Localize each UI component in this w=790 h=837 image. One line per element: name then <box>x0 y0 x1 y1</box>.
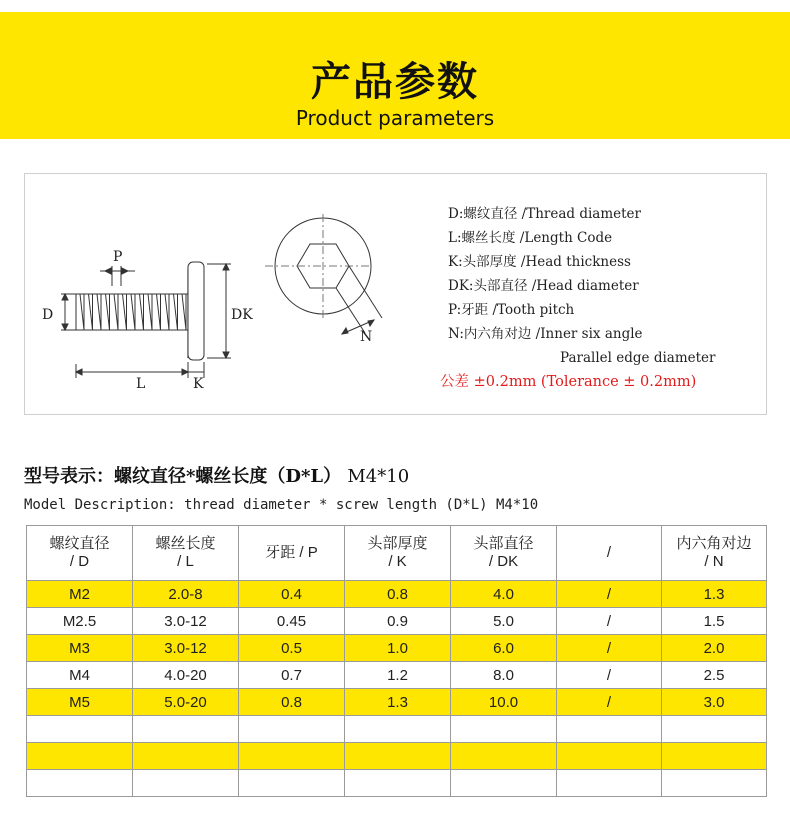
table-row <box>27 770 767 797</box>
table-cell: M4 <box>27 662 133 689</box>
table-cell: / <box>557 581 662 608</box>
table-cell <box>27 743 133 770</box>
table-cell: 4.0 <box>451 581 557 608</box>
table-cell: M2.5 <box>27 608 133 635</box>
table-cell: 1.2 <box>345 662 451 689</box>
table-cell: 0.8 <box>345 581 451 608</box>
header-text: 内六角对边 <box>676 535 752 552</box>
table-cell: 0.9 <box>345 608 451 635</box>
table-cell: 5.0-20 <box>133 689 239 716</box>
header-slash <box>557 526 662 581</box>
legend-item-k: K:头部厚度 /Head thickness <box>448 254 631 270</box>
parameters-table <box>26 525 767 797</box>
table-cell <box>451 743 557 770</box>
table-cell: 1.5 <box>662 608 767 635</box>
table-cell <box>345 770 451 797</box>
header-pitch <box>239 526 345 581</box>
header-text: / K <box>388 553 407 570</box>
legend-item-n: N:内六角对边 /Inner six angle <box>448 326 643 342</box>
table-cell: 2.0-8 <box>133 581 239 608</box>
label-d: D <box>42 307 54 323</box>
label-dk: DK <box>231 307 253 323</box>
screw-side-view <box>61 262 231 378</box>
header-head-thickness <box>345 526 451 581</box>
table-cell <box>133 716 239 743</box>
table-cell: 2.0 <box>662 635 767 662</box>
table-cell: 0.7 <box>239 662 345 689</box>
table-row <box>27 689 767 716</box>
table-cell: M2 <box>27 581 133 608</box>
table-cell <box>27 716 133 743</box>
table-cell: 2.5 <box>662 662 767 689</box>
legend-item-d: D:螺纹直径 /Thread diameter <box>448 206 642 222</box>
table-cell <box>239 743 345 770</box>
table-cell <box>451 716 557 743</box>
legend-item-n-cont: Parallel edge diameter <box>560 350 716 366</box>
table-cell: / <box>557 662 662 689</box>
table-cell <box>345 716 451 743</box>
table-cell: 0.4 <box>239 581 345 608</box>
header-text: 螺丝长度 <box>155 535 216 552</box>
header-banner <box>0 12 790 139</box>
table-cell <box>133 743 239 770</box>
legend-item-dk: DK:头部直径 /Head diameter <box>448 278 639 294</box>
table-cell <box>239 716 345 743</box>
table-header-row <box>27 526 767 581</box>
table-cell: 1.0 <box>345 635 451 662</box>
table-cell <box>662 716 767 743</box>
tolerance-note: 公差 ±0.2mm (Tolerance ± 0.2mm) <box>440 374 697 390</box>
table-cell: / <box>557 608 662 635</box>
model-description-cn <box>24 462 409 488</box>
table-cell <box>133 770 239 797</box>
table-cell: 1.3 <box>662 581 767 608</box>
label-k: K <box>193 376 204 392</box>
table-cell <box>345 743 451 770</box>
page-title: 产品参数 <box>311 59 479 105</box>
header-text: 头部厚度 <box>367 535 428 552</box>
table-cell <box>662 743 767 770</box>
table-cell: 4.0-20 <box>133 662 239 689</box>
table-cell: 3.0-12 <box>133 608 239 635</box>
table-cell <box>662 770 767 797</box>
table-row <box>27 608 767 635</box>
table-cell <box>557 716 662 743</box>
table-cell: M5 <box>27 689 133 716</box>
table-row <box>27 743 767 770</box>
header-text: / N <box>704 553 724 570</box>
model-label-cn: 型号表示：螺纹直径*螺丝长度（D*L） <box>24 466 342 487</box>
header-text: / L <box>177 553 194 570</box>
table-cell: / <box>557 689 662 716</box>
table-cell: 3.0-12 <box>133 635 239 662</box>
header-text: / DK <box>488 553 519 570</box>
label-l: L <box>136 376 146 392</box>
header-thread-diameter <box>27 526 133 581</box>
header-text: 螺纹直径 <box>49 535 110 552</box>
model-description-en: Model Description: thread diameter * screw length (D*L) M4*10 <box>24 497 539 513</box>
table-cell: M3 <box>27 635 133 662</box>
table-row <box>27 635 767 662</box>
header-text: 头部直径 <box>473 535 534 552</box>
table-cell: / <box>557 635 662 662</box>
table-cell: 1.3 <box>345 689 451 716</box>
table-cell: 0.5 <box>239 635 345 662</box>
label-p: P <box>113 249 123 265</box>
table-cell: 10.0 <box>451 689 557 716</box>
page-subtitle: Product parameters <box>295 106 495 130</box>
legend-item-l: L:螺丝长度 /Length Code <box>448 230 613 246</box>
table-cell <box>557 770 662 797</box>
table-cell: 6.0 <box>451 635 557 662</box>
table-cell: 5.0 <box>451 608 557 635</box>
table-row <box>27 716 767 743</box>
table-cell: 8.0 <box>451 662 557 689</box>
table-cell: 0.8 <box>239 689 345 716</box>
table-cell <box>557 743 662 770</box>
dimension-legend <box>440 202 716 390</box>
label-n: N <box>360 329 373 345</box>
header-text: 牙距 / P <box>265 544 318 561</box>
table-row <box>27 581 767 608</box>
header-hex-width <box>662 526 767 581</box>
table-cell: 0.45 <box>239 608 345 635</box>
header-head-diameter <box>451 526 557 581</box>
table-cell <box>239 770 345 797</box>
table-cell <box>451 770 557 797</box>
table-cell: 3.0 <box>662 689 767 716</box>
model-value: M4*10 <box>347 466 410 487</box>
header-text: / D <box>69 553 90 570</box>
header-text: / <box>606 544 612 561</box>
header-screw-length <box>133 526 239 581</box>
table-row <box>27 662 767 689</box>
table-cell <box>27 770 133 797</box>
screw-top-view <box>265 214 382 334</box>
legend-item-p: P:牙距 /Tooth pitch <box>448 302 575 318</box>
